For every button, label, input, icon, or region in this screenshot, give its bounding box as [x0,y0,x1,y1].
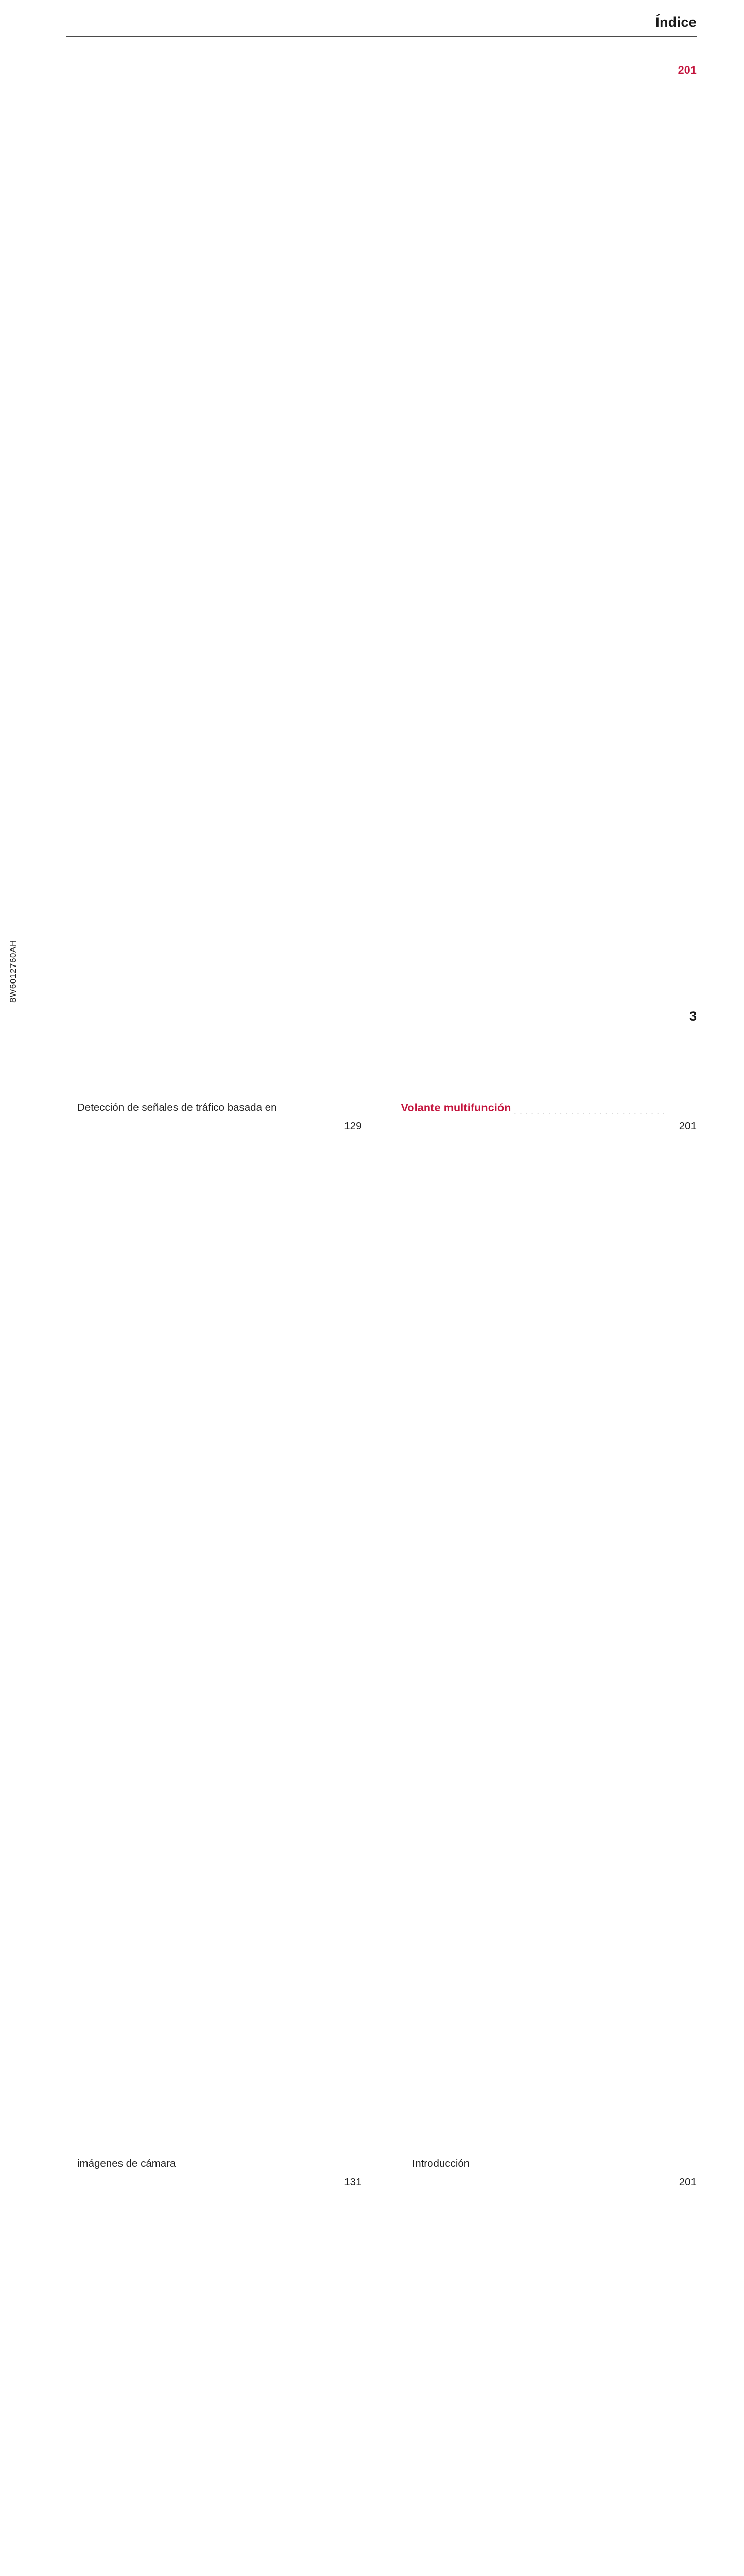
toc-item-left-1[interactable] [66,2173,362,2576]
document-code: 8W6012760AH [8,940,18,1003]
header-divider [66,36,697,37]
toc-item-left-0-line2[interactable] [66,1117,362,2173]
page-title: Índice [655,14,697,30]
toc-item-left-0-line1[interactable] [66,61,362,1117]
toc-entry-page: 131 [344,2176,362,2188]
toc-item-right-1[interactable] [401,1117,697,2173]
toc-entry-label: imágenes de cámara [77,2157,176,2170]
toc-entry-label: Volante multifunción [401,1101,511,1114]
toc-column-right [401,61,697,2576]
page-header [66,15,697,37]
toc-entry-page: 129 [344,1120,362,1132]
toc-entry-page: 201 [679,1120,697,1132]
toc-entry-label: Introducción [412,2157,470,2170]
dot-leader [514,1113,666,1114]
page-number: 3 [689,1009,697,1024]
toc-entry-label: Detección de señales de tráfico basada en [77,1101,277,1113]
toc-entry-page: 201 [679,2176,697,2188]
toc-item-right-2[interactable] [401,2173,697,2576]
toc-column-left [66,61,362,2576]
toc-section-right-0[interactable] [401,61,697,1117]
toc-entry-page: 201 [678,64,697,76]
toc-columns [66,61,697,2576]
